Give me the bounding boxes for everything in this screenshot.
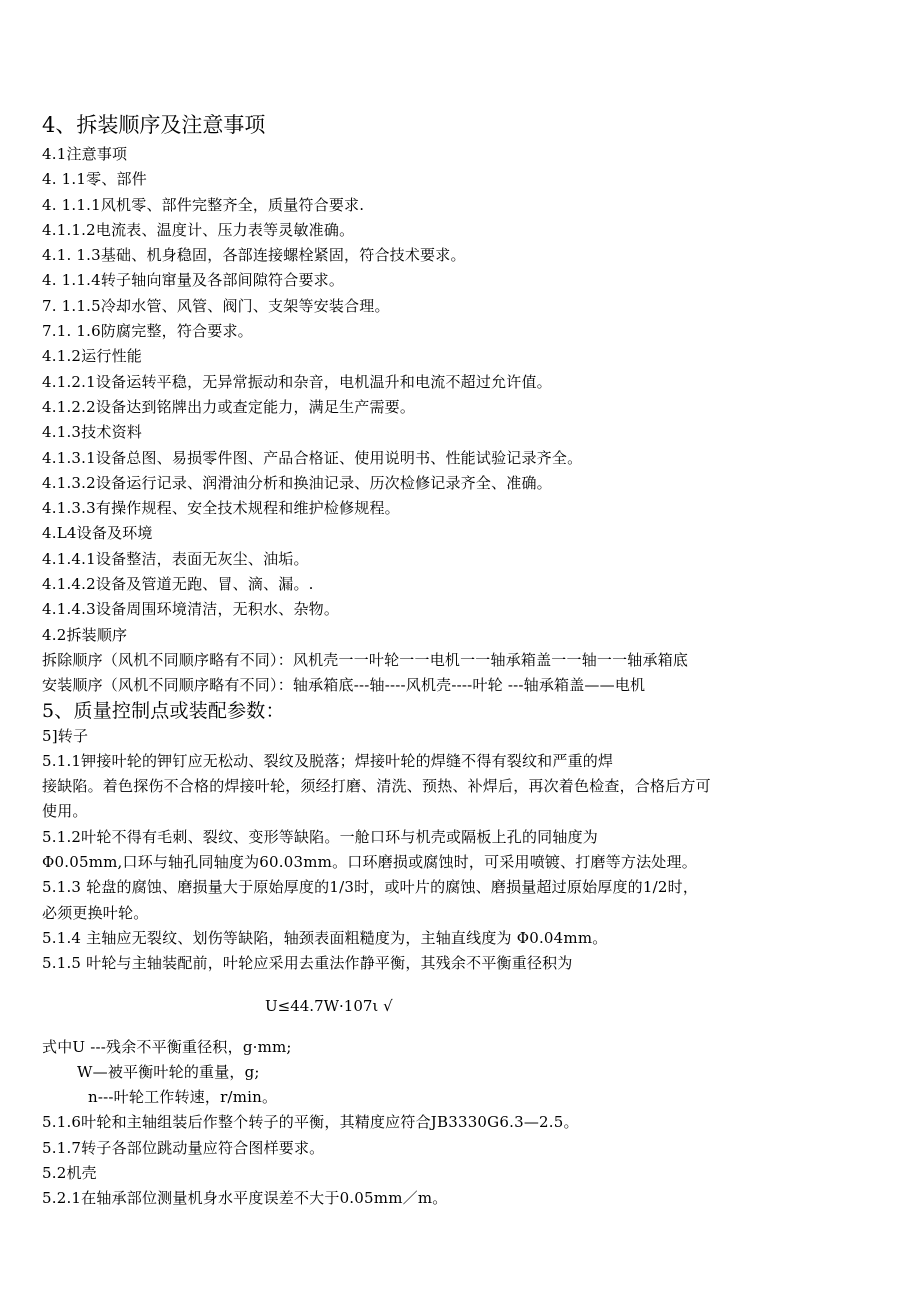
- text-line: 5.1.1钾接叶轮的钾钉应无松动、裂纹及脱落；焊接叶轮的焊缝不得有裂纹和严重的焊: [42, 751, 614, 770]
- text-line: Φ0.05mm,口环与轴孔同轴度为60.03mm。口环磨损或腐蚀时，可采用喷镀、打磨等方法处理。: [42, 853, 697, 872]
- text-line: 7. 1.1.5冷却水管、风管、阀门、支架等安装合理。: [42, 296, 390, 315]
- balance-formula: U≤44.7W·107ι √: [265, 996, 393, 1015]
- text-line: 5.1.4 主轴应无裂纹、划伤等缺陷，轴颈表面粗糙度为，主轴直线度为 Φ0.04mm。: [42, 928, 608, 947]
- text-line: 4.1.2.2设备达到铭牌出力或查定能力，满足生产需要。: [42, 397, 416, 416]
- text-line: 4.1.4.3设备周围环境清洁，无积水、杂物。: [42, 600, 340, 619]
- text-line: 安装顺序（风机不同顺序略有不同）：轴承箱底---轴----风机壳----叶轮 ---轴承箱盖——电机: [42, 676, 646, 695]
- text-line: 使用。: [42, 802, 88, 821]
- text-line: 4.1.1.2电流表、温度计、压力表等灵敏准确。: [42, 220, 355, 239]
- formula-legend-w: W—被平衡叶轮的重量，g;: [77, 1062, 260, 1081]
- text-line: 5.2机壳: [42, 1163, 97, 1182]
- text-line: 5.1.3 轮盘的腐蚀、磨损量大于原始厚度的1/3时，或叶片的腐蚀、磨损量超过原始厚度的1/2时，: [42, 878, 699, 897]
- text-line: 必须更换叶轮。: [42, 903, 149, 922]
- text-line: 接缺陷。着色探伤不合格的焊接叶轮，须经打磨、清洗、预热、补焊后，再次着色检查，合格后方可: [42, 777, 711, 796]
- text-line: 4.1注意事项: [42, 145, 128, 163]
- text-line: 5.1.7转子各部位跳动量应符合图样要求。: [42, 1138, 325, 1157]
- text-line: 5.2.1在轴承部位测量机身水平度误差不大于0.05mm／m。: [42, 1189, 448, 1208]
- text-line: 4.L4设备及环境: [42, 524, 153, 543]
- text-line: 拆除顺序（风机不同顺序略有不同）：风机壳一一叶轮一一电机一一轴承箱盖一一轴一一轴承箱底: [42, 650, 689, 669]
- text-line: 4.1.4.2设备及管道无跑、冒、滴、漏。.: [42, 575, 314, 594]
- text-line: 5.1.6叶轮和主轴组装后作整个转子的平衡，其精度应符合JB3330G6.3—2.5。: [42, 1113, 579, 1132]
- text-line: 5.1.5 叶轮与主轴装配前，叶轮应采用去重法作静平衡，其残余不平衡重径积为: [42, 954, 573, 973]
- text-line: 4.1.4.1设备整洁，表面无灰尘、油垢。: [42, 549, 309, 568]
- text-line: 7.1. 1.6防腐完整，符合要求。: [42, 322, 253, 341]
- section-4-title: 4、拆装顺序及注意事项: [42, 113, 266, 137]
- text-line: 4.1.2运行性能: [42, 347, 142, 366]
- text-line: 4.1.3.3有操作规程、安全技术规程和维护检修规程。: [42, 499, 400, 518]
- text-line: 4.1.3技术资料: [42, 423, 142, 442]
- text-line: 5.1.2叶轮不得有毛刺、裂纹、变形等缺陷。一舱口环与机壳或隔板上孔的同轴度为: [42, 827, 598, 846]
- section-5-title: 5、质量控制点或装配参数：: [42, 699, 285, 722]
- text-line: 4. 1.1零、部件: [42, 170, 147, 189]
- text-line: 4.1.3.2设备运行记录、润滑油分析和换油记录、历次检修记录齐全、准确。: [42, 473, 552, 492]
- text-line: 4.2拆装顺序: [42, 625, 128, 644]
- formula-legend-u: 式中U ---残余不平衡重径积，g·mm;: [42, 1037, 292, 1056]
- document-body: [42, 142, 882, 1212]
- formula-legend-n: n---叶轮工作转速，r/min。: [88, 1088, 278, 1107]
- text-line: 4. 1.1.1风机零、部件完整齐全，质量符合要求.: [42, 195, 365, 214]
- text-line: 5]转子: [42, 726, 89, 745]
- text-line: 4.1.2.1设备运转平稳，无异常振动和杂音，电机温升和电流不超过允许值。: [42, 372, 552, 391]
- text-line: 4.1.3.1设备总图、易损零件图、产品合格证、使用说明书、性能试验记录齐全。: [42, 448, 583, 467]
- text-line: 4.1. 1.3基础、机身稳固，各部连接螺栓紧固，符合技术要求。: [42, 246, 466, 265]
- text-line: 4. 1.1.4转子轴向窜量及各部间隙符合要求。: [42, 271, 345, 290]
